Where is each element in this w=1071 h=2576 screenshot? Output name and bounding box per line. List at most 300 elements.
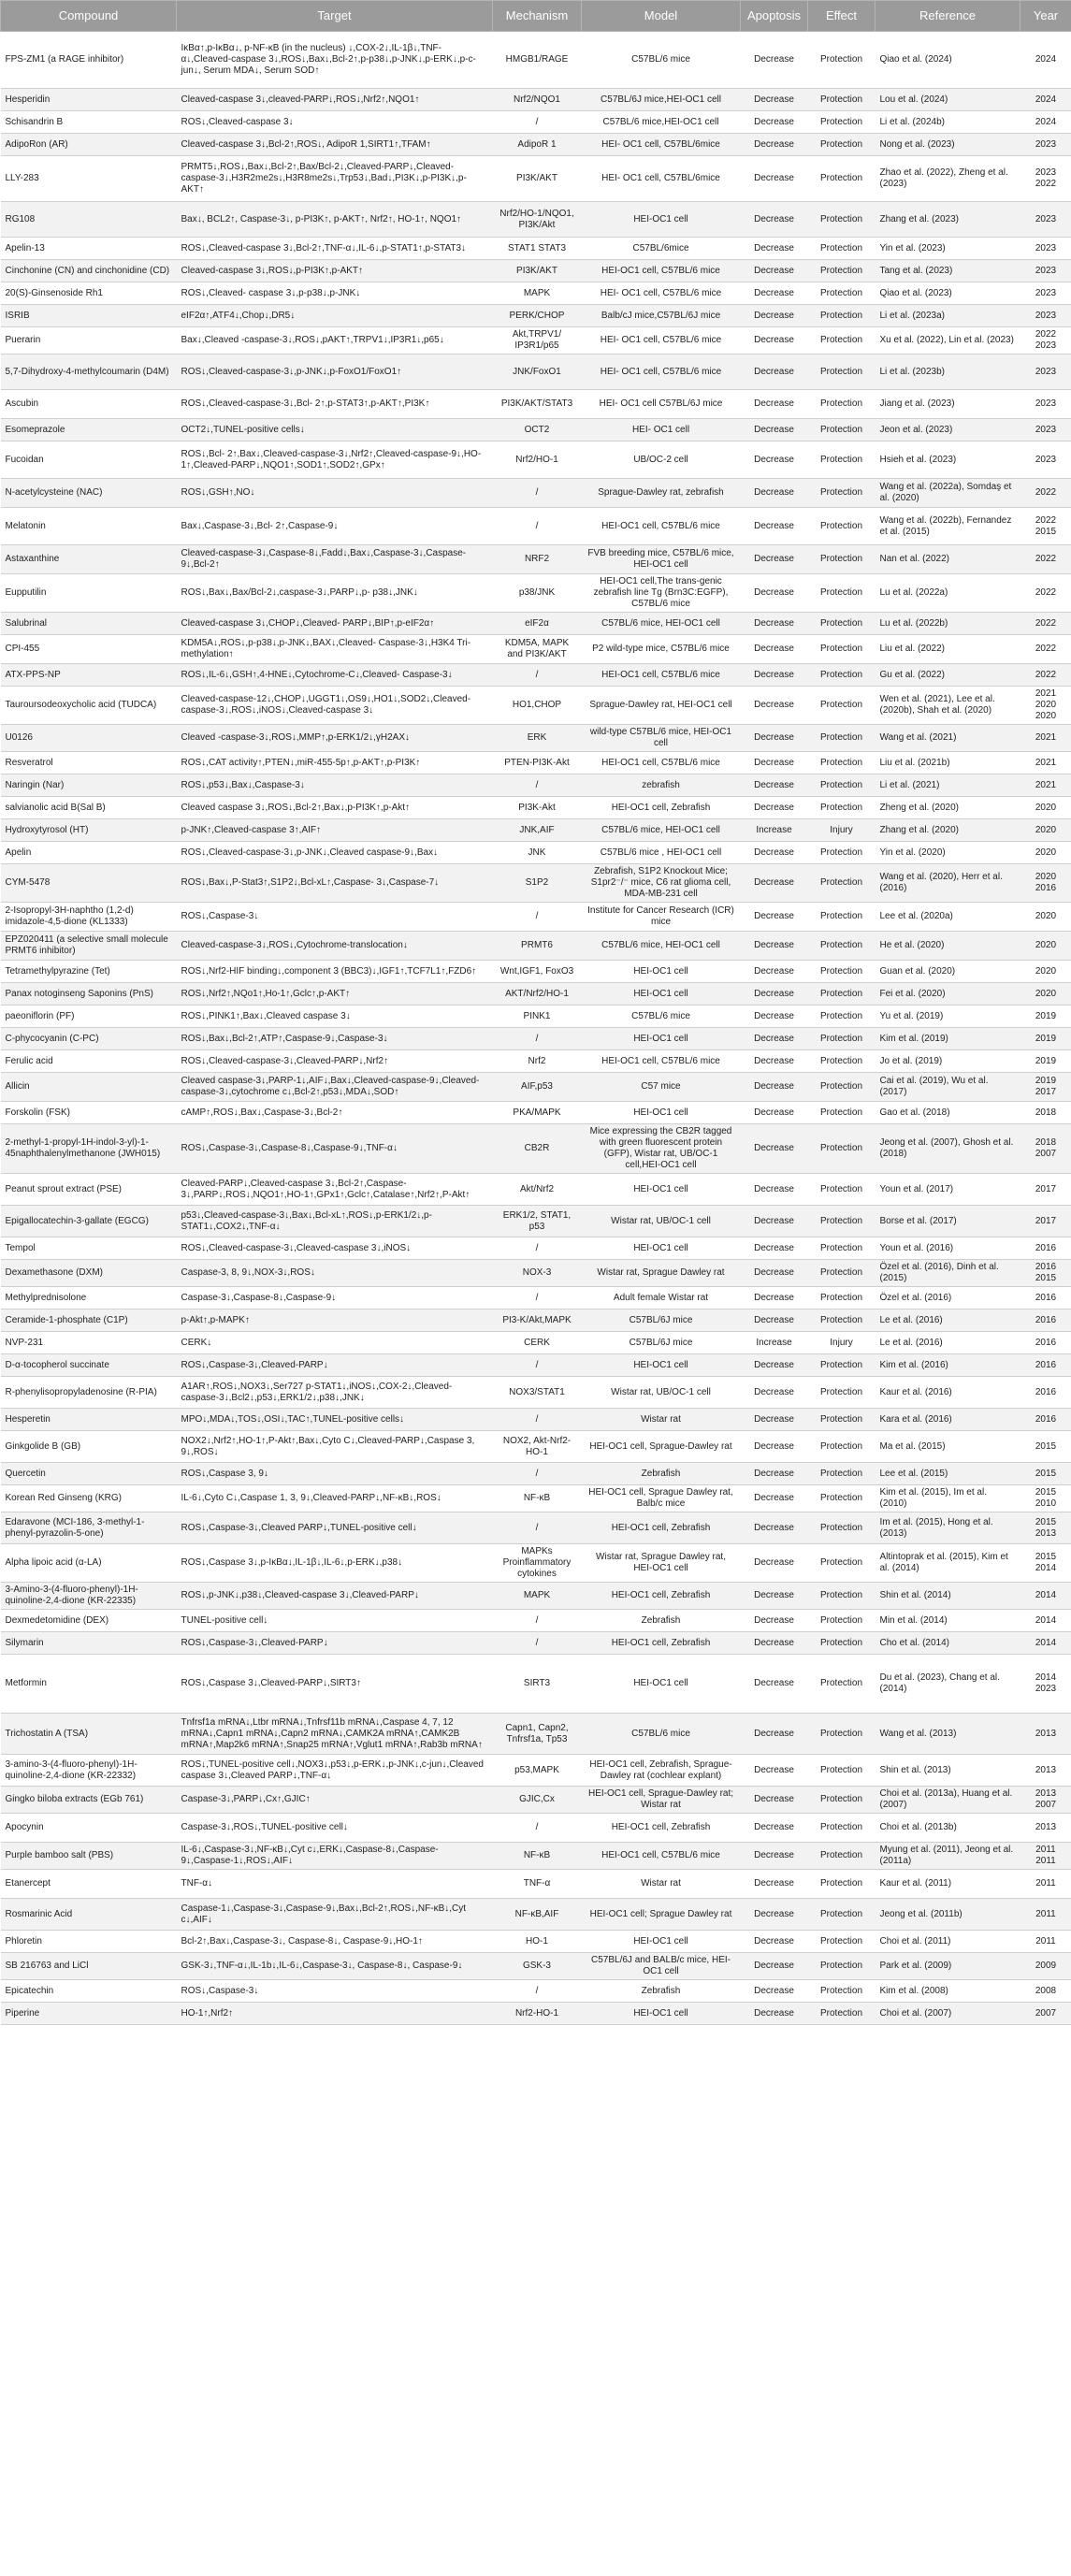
target-cell: Bcl-2↑,Bax↓,Caspase-3↓, Caspase-8↓, Caspase-9↓,HO-1↑ bbox=[177, 1931, 493, 1953]
year-cell: 2013 bbox=[1020, 1814, 1071, 1843]
effect-cell: Protection bbox=[808, 1237, 876, 1260]
model-cell: Adult female Wistar rat bbox=[582, 1287, 741, 1310]
effect-cell: Protection bbox=[808, 111, 876, 134]
effect-cell: Protection bbox=[808, 419, 876, 441]
compound-cell: CYM-5478 bbox=[1, 864, 177, 903]
mechanism-cell: PI3-K/Akt,MAPK bbox=[493, 1310, 582, 1332]
model-cell: Sprague-Dawley rat, zebrafish bbox=[582, 479, 741, 508]
model-cell: wild-type C57BL/6 mice, HEI-OC1 cell bbox=[582, 725, 741, 752]
apoptosis-cell: Decrease bbox=[741, 1755, 808, 1787]
target-cell: ROS↓,Cleaved-caspase-3↓,Cleaved-PARP↓,Nrf2↑ bbox=[177, 1050, 493, 1073]
year-cell: 2015 bbox=[1020, 1431, 1071, 1463]
target-cell: ROS↓,Bax↓,P-Stat3↑,S1P2↓,Bcl-xL↑,Caspase- 3↓,Caspase-7↓ bbox=[177, 864, 493, 903]
target-cell: ROS↓,Caspase-3↓,Cleaved PARP↓,TUNEL-positive cell↓ bbox=[177, 1512, 493, 1544]
model-cell: HEI- OC1 cell C57BL/6J mice bbox=[582, 390, 741, 419]
mechanism-cell: PKA/MAPK bbox=[493, 1102, 582, 1124]
apoptosis-cell: Decrease bbox=[741, 355, 808, 390]
apoptosis-cell: Decrease bbox=[741, 1354, 808, 1377]
reference-cell: Lou et al. (2024) bbox=[876, 89, 1020, 111]
year-cell: 2023 bbox=[1020, 355, 1071, 390]
mechanism-cell: p38/JNK bbox=[493, 574, 582, 613]
table-row bbox=[1, 819, 1071, 842]
effect-cell: Protection bbox=[808, 1485, 876, 1512]
table-row bbox=[1, 441, 1071, 479]
model-cell: HEI- OC1 cell bbox=[582, 419, 741, 441]
header-model: Model bbox=[582, 1, 741, 32]
mechanism-cell: eIF2α bbox=[493, 613, 582, 635]
model-cell: HEI-OC1 cell bbox=[582, 202, 741, 238]
year-cell: 2016 bbox=[1020, 1332, 1071, 1354]
table-row bbox=[1, 305, 1071, 327]
reference-cell: Hsieh et al. (2023) bbox=[876, 441, 1020, 479]
effect-cell: Protection bbox=[808, 664, 876, 687]
model-cell: C57BL/6 mice bbox=[582, 1006, 741, 1028]
apoptosis-cell: Decrease bbox=[741, 305, 808, 327]
model-cell: Wistar rat, Sprague Dawley rat, HEI-OC1 cell bbox=[582, 1544, 741, 1583]
compound-cell: U0126 bbox=[1, 725, 177, 752]
mechanism-cell: Nrf2/HO-1/NQO1, PI3K/Akt bbox=[493, 202, 582, 238]
compound-cell: Tauroursodeoxycholic acid (TUDCA) bbox=[1, 687, 177, 725]
mechanism-cell: Akt,TRPV1/ IP3R1/p65 bbox=[493, 327, 582, 355]
apoptosis-cell: Decrease bbox=[741, 282, 808, 305]
reference-cell: Borse et al. (2017) bbox=[876, 1206, 1020, 1237]
target-cell: TUNEL-positive cell↓ bbox=[177, 1610, 493, 1632]
model-cell: C57BL/6 mice, HEI-OC1 cell bbox=[582, 613, 741, 635]
table-row bbox=[1, 1714, 1071, 1755]
reference-cell: Lee et al. (2020a) bbox=[876, 903, 1020, 932]
apoptosis-cell: Decrease bbox=[741, 1953, 808, 1980]
model-cell: HEI-OC1 cell, Zebrafish bbox=[582, 1814, 741, 1843]
effect-cell: Protection bbox=[808, 1655, 876, 1714]
reference-cell: Qiao et al. (2024) bbox=[876, 32, 1020, 89]
apoptosis-cell: Decrease bbox=[741, 1310, 808, 1332]
target-cell: TNF-α↓ bbox=[177, 1870, 493, 1899]
effect-cell: Protection bbox=[808, 1544, 876, 1583]
year-cell: 2020 bbox=[1020, 797, 1071, 819]
target-cell: IκBα↑,p-IκBα↓, p-NF-κB (in the nucleus) ↓,COX-2↓,IL-1β↓,TNF-α↓,Cleaved-caspase 3↓,ROS↓,Bax↓,Bcl-2↑,p-p38↓,p-JNK↓,p-ERK↓,p-c-jun↓, Serum MDA↓, Serum SOD↑ bbox=[177, 32, 493, 89]
table-row bbox=[1, 508, 1071, 545]
apoptosis-cell: Decrease bbox=[741, 1870, 808, 1899]
compound-cell: LLY-283 bbox=[1, 156, 177, 202]
compound-cell: Schisandrin B bbox=[1, 111, 177, 134]
year-cell: 2011 bbox=[1020, 1931, 1071, 1953]
target-cell: ROS↓,PINK1↑,Bax↓,Cleaved caspase 3↓ bbox=[177, 1006, 493, 1028]
mechanism-cell: CERK bbox=[493, 1332, 582, 1354]
apoptosis-cell: Increase bbox=[741, 1332, 808, 1354]
apoptosis-cell: Decrease bbox=[741, 1431, 808, 1463]
year-cell: 2024 bbox=[1020, 89, 1071, 111]
year-cell: 2016 bbox=[1020, 1287, 1071, 1310]
table-row bbox=[1, 774, 1071, 797]
compound-cell: Rosmarinic Acid bbox=[1, 1899, 177, 1931]
effect-cell: Protection bbox=[808, 1409, 876, 1431]
reference-cell: Nong et al. (2023) bbox=[876, 134, 1020, 156]
model-cell: HEI-OC1 cell, Zebrafish bbox=[582, 797, 741, 819]
reference-cell: Liu et al. (2022) bbox=[876, 635, 1020, 664]
compound-cell: Hydroxytyrosol (HT) bbox=[1, 819, 177, 842]
reference-cell: Li et al. (2021) bbox=[876, 774, 1020, 797]
model-cell: HEI-OC1 cell, C57BL/6 mice bbox=[582, 1843, 741, 1870]
apoptosis-cell: Increase bbox=[741, 819, 808, 842]
compound-cell: Ceramide-1-phosphate (C1P) bbox=[1, 1310, 177, 1332]
compound-cell: Epicatechin bbox=[1, 1980, 177, 2003]
compound-cell: Puerarin bbox=[1, 327, 177, 355]
compound-cell: Resveratrol bbox=[1, 752, 177, 774]
table-row bbox=[1, 260, 1071, 282]
model-cell: HEI-OC1 cell bbox=[582, 983, 741, 1006]
effect-cell: Protection bbox=[808, 1310, 876, 1332]
table-row bbox=[1, 32, 1071, 89]
year-cell: 2013 bbox=[1020, 1755, 1071, 1787]
mechanism-cell: KDM5A, MAPK and PI3K/AKT bbox=[493, 635, 582, 664]
model-cell: HEI-OC1 cell, C57BL/6 mice bbox=[582, 1050, 741, 1073]
model-cell: Institute for Cancer Research (ICR) mice bbox=[582, 903, 741, 932]
reference-cell: Fei et al. (2020) bbox=[876, 983, 1020, 1006]
reference-cell: Kaur et al. (2016) bbox=[876, 1377, 1020, 1409]
mechanism-cell: S1P2 bbox=[493, 864, 582, 903]
effect-cell: Protection bbox=[808, 961, 876, 983]
reference-cell: Cai et al. (2019), Wu et al. (2017) bbox=[876, 1073, 1020, 1102]
table-row bbox=[1, 545, 1071, 574]
compound-cell: Cinchonine (CN) and cinchonidine (CD) bbox=[1, 260, 177, 282]
model-cell: Sprague-Dawley rat, HEI-OC1 cell bbox=[582, 687, 741, 725]
mechanism-cell: MAPKs Proinflammatory cytokines bbox=[493, 1544, 582, 1583]
reference-cell: Choi et al. (2007) bbox=[876, 2003, 1020, 2025]
compound-cell: Alpha lipoic acid (α-LA) bbox=[1, 1544, 177, 1583]
mechanism-cell: Nrf2 bbox=[493, 1050, 582, 1073]
table-row bbox=[1, 1463, 1071, 1485]
apoptosis-cell: Decrease bbox=[741, 260, 808, 282]
mechanism-cell: Nrf2/HO-1 bbox=[493, 441, 582, 479]
compound-cell: paeoniflorin (PF) bbox=[1, 1006, 177, 1028]
model-cell: C57BL/6 mice,HEI-OC1 cell bbox=[582, 111, 741, 134]
table-row bbox=[1, 797, 1071, 819]
target-cell: ROS↓,Bax↓,Bcl-2↑,ATP↑,Caspase-9↓,Caspase-3↓ bbox=[177, 1028, 493, 1050]
apoptosis-cell: Decrease bbox=[741, 1006, 808, 1028]
mechanism-cell: NF-κB,AIF bbox=[493, 1899, 582, 1931]
year-cell: 2022 2023 bbox=[1020, 327, 1071, 355]
effect-cell: Injury bbox=[808, 1332, 876, 1354]
compound-cell: Edaravone (MCI-186, 3-methyl-1-phenyl-pyrazolin-5-one) bbox=[1, 1512, 177, 1544]
effect-cell: Protection bbox=[808, 508, 876, 545]
reference-cell: Wang et al. (2013) bbox=[876, 1714, 1020, 1755]
compound-cell: Salubrinal bbox=[1, 613, 177, 635]
table-row bbox=[1, 1174, 1071, 1206]
mechanism-cell: Wnt,IGF1, FoxO3 bbox=[493, 961, 582, 983]
year-cell: 2020 bbox=[1020, 842, 1071, 864]
reference-cell: Wang et al. (2022b), Fernandez et al. (2015) bbox=[876, 508, 1020, 545]
table-row bbox=[1, 1610, 1071, 1632]
year-cell: 2023 bbox=[1020, 390, 1071, 419]
year-cell: 2023 bbox=[1020, 202, 1071, 238]
reference-cell: Youn et al. (2017) bbox=[876, 1174, 1020, 1206]
year-cell: 2016 bbox=[1020, 1354, 1071, 1377]
apoptosis-cell: Decrease bbox=[741, 1714, 808, 1755]
target-cell: ROS↓,Cleaved-caspase-3↓,Cleaved-caspase 3↓,iNOS↓ bbox=[177, 1237, 493, 1260]
target-cell: ROS↓,Bcl- 2↑,Bax↓,Cleaved-caspase-3↓,Nrf2↑,Cleaved-caspase-9↓,HO-1↑,Cleaved-PARP↓,NQO1↑,SOD1↑,SOD2↑,GPx↑ bbox=[177, 441, 493, 479]
compound-cell: Ferulic acid bbox=[1, 1050, 177, 1073]
table-row bbox=[1, 842, 1071, 864]
year-cell: 2018 2007 bbox=[1020, 1124, 1071, 1174]
year-cell: 2021 2020 2020 bbox=[1020, 687, 1071, 725]
effect-cell: Protection bbox=[808, 1755, 876, 1787]
target-cell: p-JNK↑,Cleaved-caspase 3↑,AIF↑ bbox=[177, 819, 493, 842]
apoptosis-cell: Decrease bbox=[741, 797, 808, 819]
effect-cell: Protection bbox=[808, 864, 876, 903]
model-cell: C57BL/6mice bbox=[582, 238, 741, 260]
year-cell: 2016 2015 bbox=[1020, 1260, 1071, 1287]
effect-cell: Protection bbox=[808, 1899, 876, 1931]
compound-cell: NVP-231 bbox=[1, 1332, 177, 1354]
year-cell: 2014 2023 bbox=[1020, 1655, 1071, 1714]
table-body bbox=[1, 32, 1071, 2025]
target-cell: Caspase-3↓,PARP↓,Cx↑,GJIC↑ bbox=[177, 1787, 493, 1814]
mechanism-cell: / bbox=[493, 1463, 582, 1485]
apoptosis-cell: Decrease bbox=[741, 419, 808, 441]
compound-cell: RG108 bbox=[1, 202, 177, 238]
apoptosis-cell: Decrease bbox=[741, 613, 808, 635]
table-row bbox=[1, 1237, 1071, 1260]
mechanism-cell: PI3K/AKT/STAT3 bbox=[493, 390, 582, 419]
effect-cell: Protection bbox=[808, 1073, 876, 1102]
reference-cell: Choi et al. (2011) bbox=[876, 1931, 1020, 1953]
reference-cell: Liu et al. (2021b) bbox=[876, 752, 1020, 774]
table-row bbox=[1, 419, 1071, 441]
compound-cell: D-α-tocopherol succinate bbox=[1, 1354, 177, 1377]
reference-cell: Youn et al. (2016) bbox=[876, 1237, 1020, 1260]
reference-cell: Wang et al. (2022a), Somdaş et al. (2020) bbox=[876, 479, 1020, 508]
apoptosis-cell: Decrease bbox=[741, 1237, 808, 1260]
compound-cell: Fucoidan bbox=[1, 441, 177, 479]
compound-cell: C-phycocyanin (C-PC) bbox=[1, 1028, 177, 1050]
compound-cell: 2-Isopropyl-3H-naphtho (1,2-d) imidazole-4,5-dione (KL1333) bbox=[1, 903, 177, 932]
model-cell: HEI-OC1 cell bbox=[582, 961, 741, 983]
effect-cell: Protection bbox=[808, 1814, 876, 1843]
model-cell: Zebrafish bbox=[582, 1980, 741, 2003]
table-row bbox=[1, 156, 1071, 202]
table-row bbox=[1, 202, 1071, 238]
table-row bbox=[1, 1814, 1071, 1843]
reference-cell: Yu et al. (2019) bbox=[876, 1006, 1020, 1028]
reference-cell: Park et al. (2009) bbox=[876, 1953, 1020, 1980]
mechanism-cell: PI3K/AKT bbox=[493, 260, 582, 282]
reference-cell: Altintoprak et al. (2015), Kim et al. (2014) bbox=[876, 1544, 1020, 1583]
compound-cell: Astaxanthine bbox=[1, 545, 177, 574]
year-cell: 2015 bbox=[1020, 1463, 1071, 1485]
apoptosis-cell: Decrease bbox=[741, 842, 808, 864]
target-cell: A1AR↑,ROS↓,NOX3↓,Ser727 p-STAT1↓,iNOS↓,COX-2↓,Cleaved-caspase-3↓,Bcl2↓,p53↓,ERK1/2↓,p38↓,JNK↓ bbox=[177, 1377, 493, 1409]
table-row bbox=[1, 1431, 1071, 1463]
compound-cell: SB 216763 and LiCl bbox=[1, 1953, 177, 1980]
year-cell: 2022 bbox=[1020, 479, 1071, 508]
mechanism-cell: SIRT3 bbox=[493, 1655, 582, 1714]
apoptosis-cell: Decrease bbox=[741, 1174, 808, 1206]
model-cell: HEI-OC1 cell, C57BL/6 mice bbox=[582, 664, 741, 687]
apoptosis-cell: Decrease bbox=[741, 441, 808, 479]
table-row bbox=[1, 1485, 1071, 1512]
model-cell: C57BL/6 mice , HEI-OC1 cell bbox=[582, 842, 741, 864]
compound-cell: 20(S)-Ginsenoside Rh1 bbox=[1, 282, 177, 305]
reference-cell: Li et al. (2023a) bbox=[876, 305, 1020, 327]
target-cell: ROS↓,Cleaved-caspase 3↓,Bcl-2↑,TNF-α↓,IL-6↓,p-STAT1↑,p-STAT3↓ bbox=[177, 238, 493, 260]
mechanism-cell: NF-κB bbox=[493, 1485, 582, 1512]
mechanism-cell: JNK,AIF bbox=[493, 819, 582, 842]
apoptosis-cell: Decrease bbox=[741, 1899, 808, 1931]
target-cell: p53↓,Cleaved-caspase-3↓,Bax↓,Bcl-xL↑,ROS↓,p-ERK1/2↓,p-STAT1↓,COX2↓,TNF-α↓ bbox=[177, 1206, 493, 1237]
apoptosis-cell: Decrease bbox=[741, 1206, 808, 1237]
target-cell: ROS↓,GSH↑,NO↓ bbox=[177, 479, 493, 508]
effect-cell: Protection bbox=[808, 1787, 876, 1814]
apoptosis-cell: Decrease bbox=[741, 903, 808, 932]
year-cell: 2011 2011 bbox=[1020, 1843, 1071, 1870]
effect-cell: Protection bbox=[808, 238, 876, 260]
effect-cell: Protection bbox=[808, 1050, 876, 1073]
table-row bbox=[1, 1354, 1071, 1377]
year-cell: 2015 2010 bbox=[1020, 1485, 1071, 1512]
model-cell: HEI-OC1 cell, C57BL/6 mice bbox=[582, 260, 741, 282]
model-cell: UB/OC-2 cell bbox=[582, 441, 741, 479]
compound-cell: EPZ020411 (a selective small molecule PRMT6 inhibitor) bbox=[1, 932, 177, 961]
apoptosis-cell: Decrease bbox=[741, 932, 808, 961]
effect-cell: Protection bbox=[808, 1610, 876, 1632]
header-compound: Compound bbox=[1, 1, 177, 32]
model-cell: C57BL/6J and BALB/c mice, HEI-OC1 cell bbox=[582, 1953, 741, 1980]
target-cell: p-Akt↑,p-MAPK↑ bbox=[177, 1310, 493, 1332]
effect-cell: Protection bbox=[808, 1102, 876, 1124]
reference-cell: Guan et al. (2020) bbox=[876, 961, 1020, 983]
model-cell: HEI- OC1 cell, C57BL/6 mice bbox=[582, 355, 741, 390]
mechanism-cell: HO1,CHOP bbox=[493, 687, 582, 725]
year-cell: 2008 bbox=[1020, 1980, 1071, 2003]
model-cell: zebrafish bbox=[582, 774, 741, 797]
reference-cell: Wen et al. (2021), Lee et al. (2020b), Shah et al. (2020) bbox=[876, 687, 1020, 725]
effect-cell: Protection bbox=[808, 797, 876, 819]
year-cell: 2013 bbox=[1020, 1714, 1071, 1755]
compound-cell: Melatonin bbox=[1, 508, 177, 545]
effect-cell: Protection bbox=[808, 1714, 876, 1755]
reference-cell: Lu et al. (2022b) bbox=[876, 613, 1020, 635]
reference-cell: Zhang et al. (2023) bbox=[876, 202, 1020, 238]
effect-cell: Protection bbox=[808, 725, 876, 752]
effect-cell: Protection bbox=[808, 1512, 876, 1544]
reference-cell: Kara et al. (2016) bbox=[876, 1409, 1020, 1431]
table-row bbox=[1, 752, 1071, 774]
year-cell: 2019 2017 bbox=[1020, 1073, 1071, 1102]
model-cell: HEI- OC1 cell, C57BL/6mice bbox=[582, 156, 741, 202]
model-cell: Zebrafish bbox=[582, 1610, 741, 1632]
apoptosis-cell: Decrease bbox=[741, 134, 808, 156]
model-cell: C57BL/6J mice,HEI-OC1 cell bbox=[582, 89, 741, 111]
table-row bbox=[1, 282, 1071, 305]
effect-cell: Protection bbox=[808, 1377, 876, 1409]
effect-cell: Protection bbox=[808, 1632, 876, 1655]
model-cell: HEI- OC1 cell, C57BL/6mice bbox=[582, 134, 741, 156]
compound-cell: Tetramethylpyrazine (Tet) bbox=[1, 961, 177, 983]
table-row bbox=[1, 1980, 1071, 2003]
reference-cell: Yin et al. (2023) bbox=[876, 238, 1020, 260]
apoptosis-cell: Decrease bbox=[741, 725, 808, 752]
year-cell: 2024 bbox=[1020, 111, 1071, 134]
apoptosis-cell: Decrease bbox=[741, 1260, 808, 1287]
reference-cell: Xu et al. (2022), Lin et al. (2023) bbox=[876, 327, 1020, 355]
year-cell: 2014 bbox=[1020, 1632, 1071, 1655]
compound-cell: Quercetin bbox=[1, 1463, 177, 1485]
compound-cell: AdipoRon (AR) bbox=[1, 134, 177, 156]
model-cell: Mice expressing the CB2R tagged with green fluorescent protein (GFP), Wistar rat, UB/OC-1 cell,HEI-OC1 cell bbox=[582, 1124, 741, 1174]
target-cell: ROS↓,p53↓,Bax↓,Caspase-3↓ bbox=[177, 774, 493, 797]
reference-cell: Min et al. (2014) bbox=[876, 1610, 1020, 1632]
reference-cell: Lu et al. (2022a) bbox=[876, 574, 1020, 613]
effect-cell: Protection bbox=[808, 774, 876, 797]
target-cell: eIF2α↑,ATF4↓,Chop↓,DR5↓ bbox=[177, 305, 493, 327]
year-cell: 2017 bbox=[1020, 1206, 1071, 1237]
compound-cell: Phloretin bbox=[1, 1931, 177, 1953]
year-cell: 2020 bbox=[1020, 932, 1071, 961]
table-row bbox=[1, 1899, 1071, 1931]
model-cell: Wistar rat, Sprague Dawley rat bbox=[582, 1260, 741, 1287]
target-cell: Caspase-1↓,Caspase-3↓,Caspase-9↓,Bax↓,Bcl-2↑,ROS↓,NF-κB↓,Cyt c↓,AIF↓ bbox=[177, 1899, 493, 1931]
reference-cell: Özel et al. (2016) bbox=[876, 1287, 1020, 1310]
compound-cell: Eupputilin bbox=[1, 574, 177, 613]
reference-cell: Le et al. (2016) bbox=[876, 1332, 1020, 1354]
reference-cell: Jo et al. (2019) bbox=[876, 1050, 1020, 1073]
table-row bbox=[1, 327, 1071, 355]
apoptosis-cell: Decrease bbox=[741, 1980, 808, 2003]
model-cell: HEI-OC1 cell, Sprague Dawley rat, Balb/c mice bbox=[582, 1485, 741, 1512]
reference-cell: Jeon et al. (2023) bbox=[876, 419, 1020, 441]
model-cell: HEI-OC1 cell, Zebrafish bbox=[582, 1583, 741, 1610]
compound-cell: Silymarin bbox=[1, 1632, 177, 1655]
target-cell: PRMT5↓,ROS↓,Bax↓,Bcl-2↑,Bax/Bcl-2↓,Cleaved-PARP↓,Cleaved-caspase-3↓,H3R2me2s↓,H3R8me2s↓,Trp53↓,Bad↓,PI3K↓,p-PI3K↓,p-AKT↑ bbox=[177, 156, 493, 202]
compound-cell: N-acetylcysteine (NAC) bbox=[1, 479, 177, 508]
mechanism-cell: / bbox=[493, 1980, 582, 2003]
target-cell: ROS↓,Nrf2-HIF binding↓,component 3 (BBC3)↓,IGF1↑,TCF7L1↑,FZD6↑ bbox=[177, 961, 493, 983]
model-cell: FVB breeding mice, C57BL/6 mice, HEI-OC1 cell bbox=[582, 545, 741, 574]
year-cell: 2020 bbox=[1020, 819, 1071, 842]
compound-cell: 3-amino-3-(4-fluoro-phenyl)-1H-quinoline-2,4-dione (KR-22332) bbox=[1, 1755, 177, 1787]
target-cell: Cleaved -caspase-3↓,ROS↓,MMP↑,p-ERK1/2↓,γH2AX↓ bbox=[177, 725, 493, 752]
table-row bbox=[1, 1050, 1071, 1073]
model-cell: HEI-OC1 cell, Zebrafish bbox=[582, 1512, 741, 1544]
year-cell: 2021 bbox=[1020, 752, 1071, 774]
year-cell: 2016 bbox=[1020, 1377, 1071, 1409]
table-row bbox=[1, 961, 1071, 983]
target-cell: IL-6↓,Cyto C↓,Caspase 1, 3, 9↓,Cleaved-PARP↓,NF-κB↓,ROS↓ bbox=[177, 1485, 493, 1512]
target-cell: MPO↓,MDA↓,TOS↓,OSI↓,TAC↑,TUNEL-positive cells↓ bbox=[177, 1409, 493, 1431]
mechanism-cell: Nrf2-HO-1 bbox=[493, 2003, 582, 2025]
reference-cell: Özel et al. (2016), Dinh et al. (2015) bbox=[876, 1260, 1020, 1287]
model-cell: HEI-OC1 cell, Sprague-Dawley rat bbox=[582, 1431, 741, 1463]
effect-cell: Protection bbox=[808, 1006, 876, 1028]
year-cell: 2022 bbox=[1020, 545, 1071, 574]
reference-cell: Jeong et al. (2007), Ghosh et al. (2018) bbox=[876, 1124, 1020, 1174]
reference-cell: Kim et al. (2016) bbox=[876, 1354, 1020, 1377]
target-cell: ROS↓,Cleaved- caspase 3↓,p-p38↓,p-JNK↓ bbox=[177, 282, 493, 305]
model-cell: HEI-OC1 cell, Zebrafish bbox=[582, 1632, 741, 1655]
effect-cell: Injury bbox=[808, 819, 876, 842]
compound-cell: Hesperetin bbox=[1, 1409, 177, 1431]
apoptosis-cell: Decrease bbox=[741, 1632, 808, 1655]
apoptosis-cell: Decrease bbox=[741, 1287, 808, 1310]
table-row bbox=[1, 1409, 1071, 1431]
compound-cell: Esomeprazole bbox=[1, 419, 177, 441]
compound-cell: ATX-PPS-NP bbox=[1, 664, 177, 687]
apoptosis-cell: Decrease bbox=[741, 1512, 808, 1544]
reference-cell: Im et al. (2015), Hong et al. (2013) bbox=[876, 1512, 1020, 1544]
table-row bbox=[1, 134, 1071, 156]
target-cell: ROS↓,p-JNK↓,p38↓,Cleaved-caspase 3↓,Cleaved-PARP↓ bbox=[177, 1583, 493, 1610]
apoptosis-cell: Decrease bbox=[741, 664, 808, 687]
